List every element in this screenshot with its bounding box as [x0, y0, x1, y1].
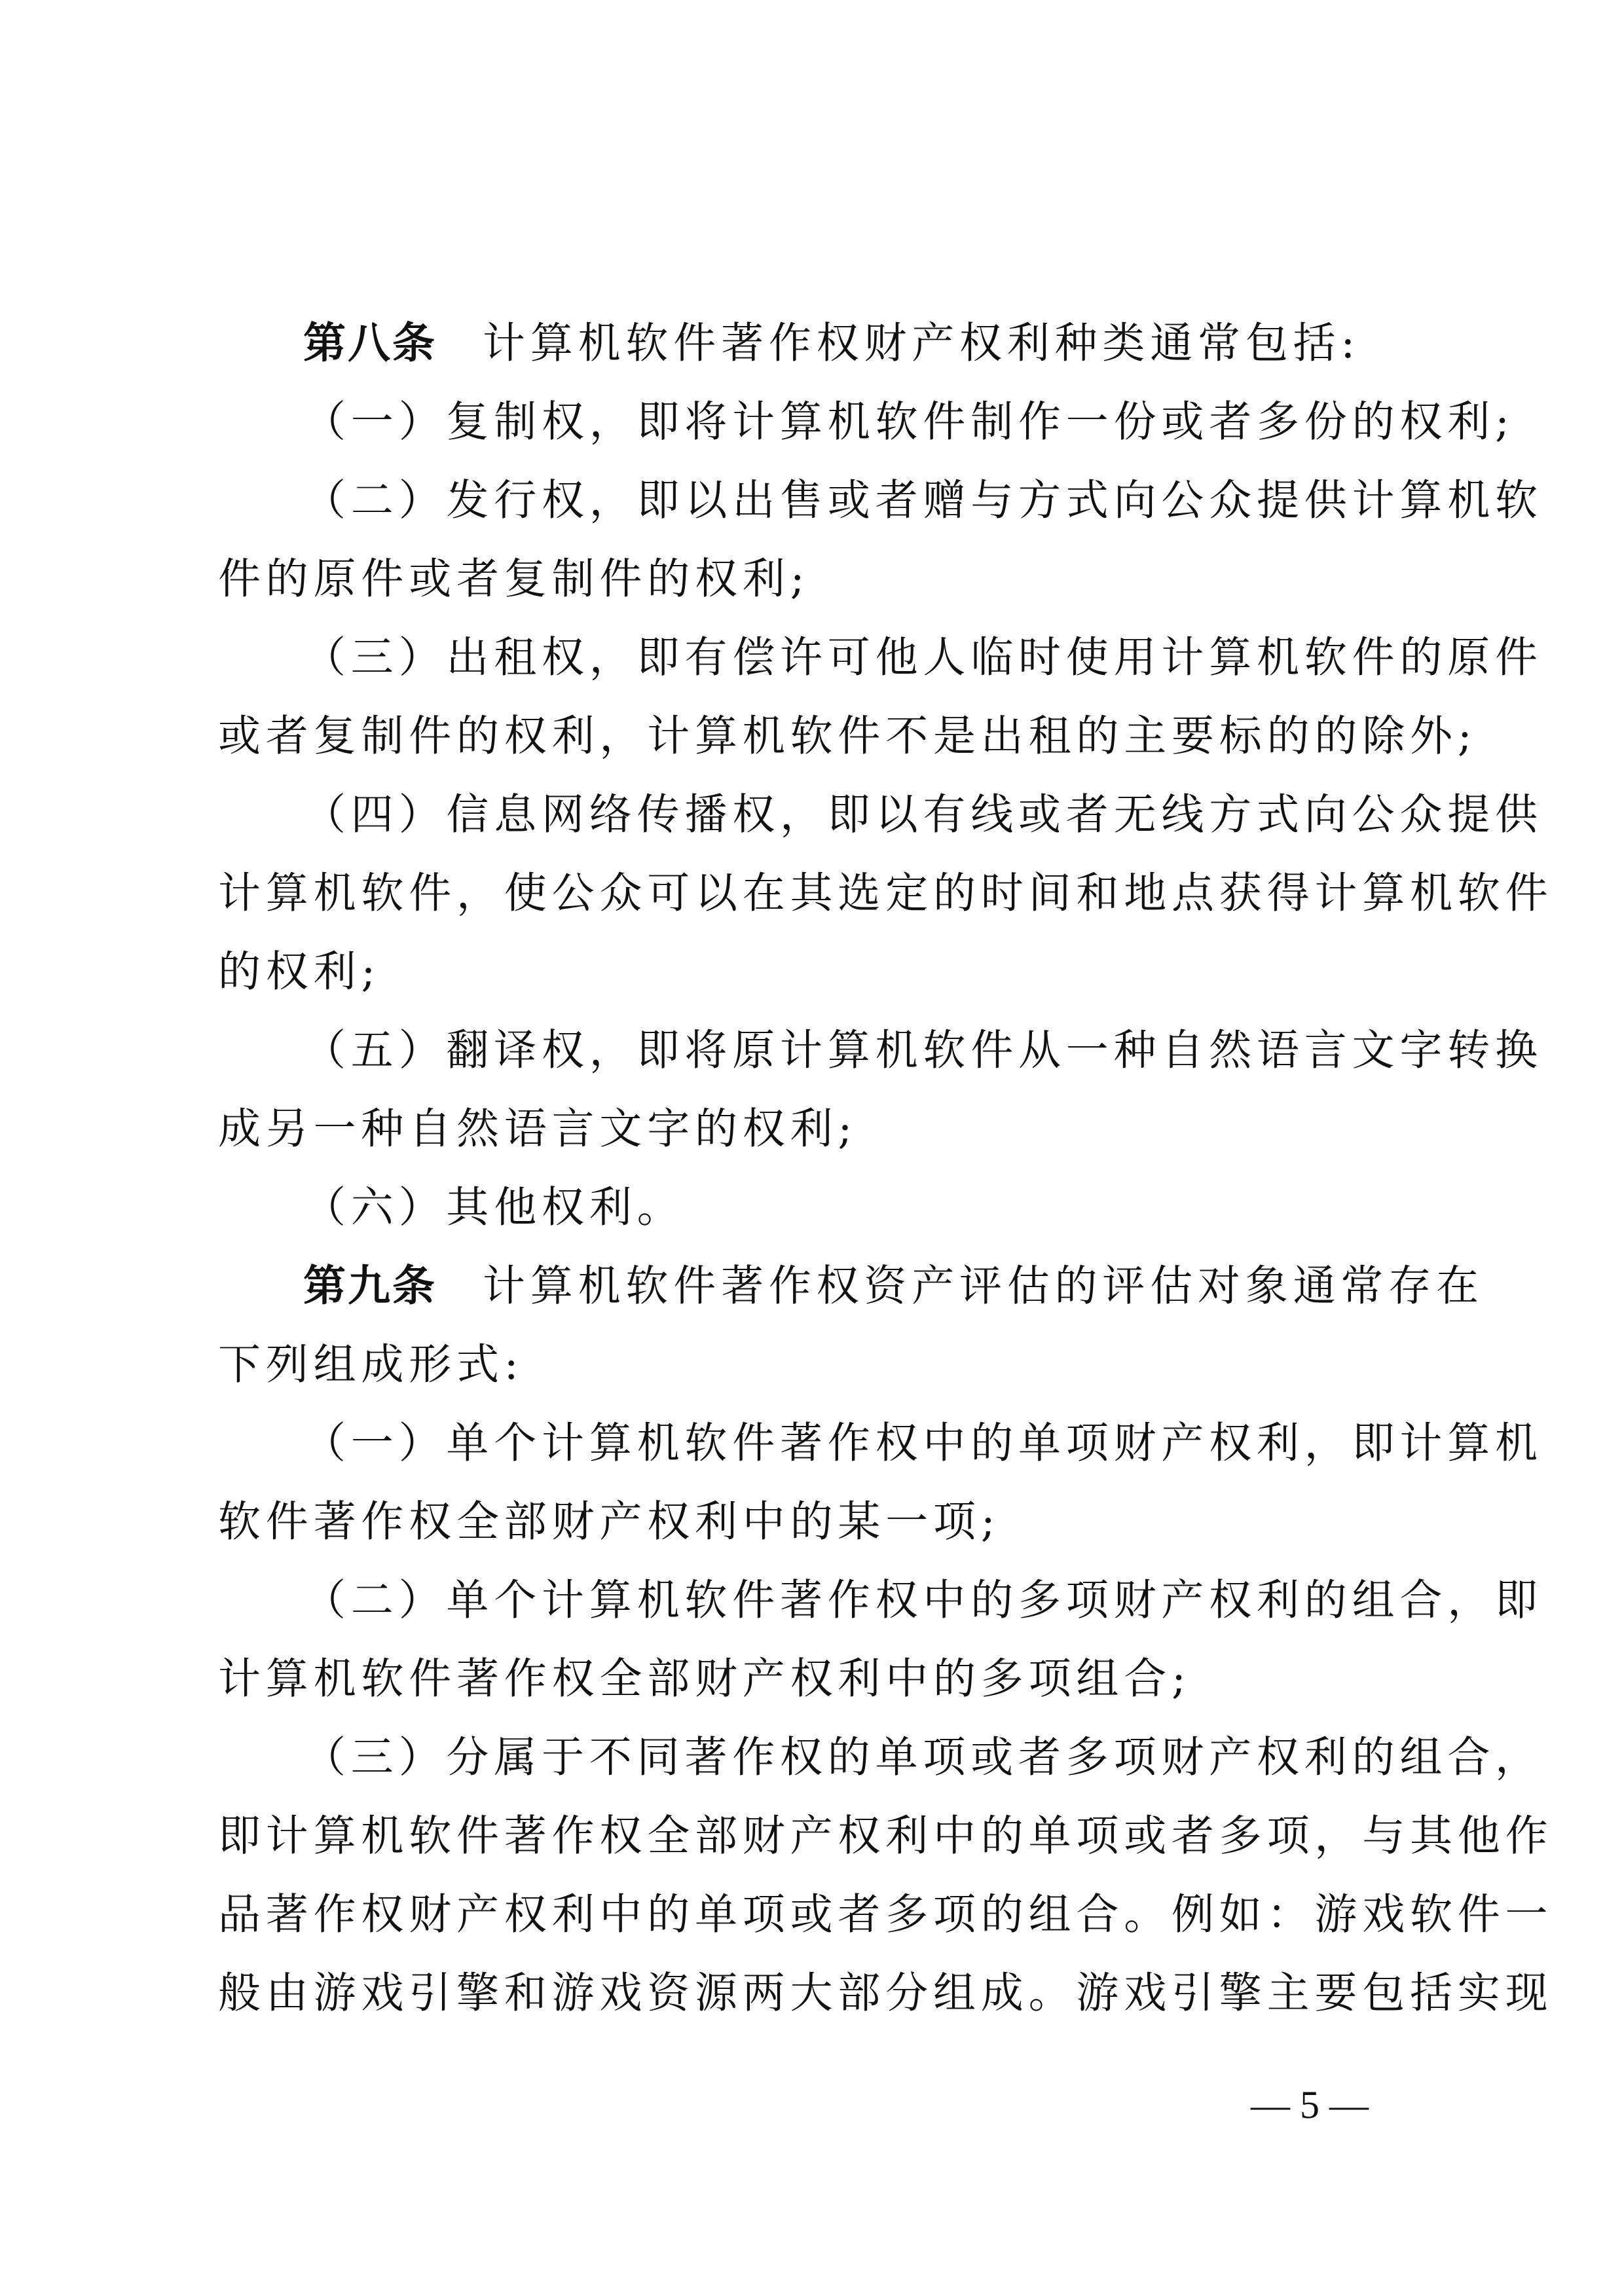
article-8-heading-line — [303, 318, 1416, 370]
article-9-heading-line — [303, 1260, 1484, 1313]
article-9-label: 第九条 — [303, 1262, 437, 1311]
article-8-item-3-line-2: 或者复制件的权利，计算机软件不是出租的主要标的的除外; — [218, 712, 1477, 761]
article-9-item-3-line-4: 般由游戏引擎和游戏资源两大部分组成。游戏引擎主要包括实现 — [218, 1969, 1553, 2018]
article-8-item-2-line-1: （二）发行权，即以出售或者赠与方式向公众提供计算机软 — [303, 476, 1543, 525]
article-8-item-1: （一）复制权，即将计算机软件制作一份或者多份的权利; — [303, 397, 1515, 446]
page-number: — 5 — — [1251, 2083, 1369, 2126]
article-8-item-3-line-1: （三）出租权，即有偿许可他人临时使用计算机软件的原件 — [303, 633, 1543, 682]
article-9-item-1-line-1: （一）单个计算机软件著作权中的单项财产权利，即计算机 — [303, 1419, 1543, 1468]
article-9-intro-line-2: 下列组成形式: — [218, 1340, 524, 1389]
article-9-item-2-line-1: （二）单个计算机软件著作权中的多项财产权利的组合，即 — [303, 1576, 1543, 1625]
article-8-label: 第八条 — [303, 319, 437, 368]
article-8-item-4-line-1: （四）信息网络传播权，即以有线或者无线方式向公众提供 — [303, 790, 1543, 839]
article-8-item-4-line-3: 的权利; — [218, 947, 381, 996]
article-9-item-1-line-2: 软件著作权全部财产权利中的某一项; — [218, 1497, 1001, 1546]
article-9-item-3-line-1: （三）分属于不同著作权的单项或者多项财产权利的组合， — [303, 1733, 1543, 1782]
article-9-item-3-line-2: 即计算机软件著作权全部财产权利中的单项或者多项，与其他作 — [218, 1812, 1553, 1861]
article-8-item-6: （六）其他权利。 — [303, 1183, 685, 1232]
article-8-item-2-line-2: 件的原件或者复制件的权利; — [218, 555, 810, 604]
article-8-item-5-line-1: （五）翻译权，即将原计算机软件从一种自然语言文字转换 — [303, 1026, 1543, 1075]
article-9-item-2-line-2: 计算机软件著作权全部财产权利中的多项组合; — [218, 1654, 1191, 1704]
article-9-intro-line-1: 计算机软件著作权资产评估的评估对象通常存在 — [483, 1262, 1484, 1311]
article-8-intro: 计算机软件著作权财产权利种类通常包括: — [483, 319, 1361, 368]
article-8-item-5-line-2: 成另一种自然语言文字的权利; — [218, 1104, 858, 1154]
article-8-item-4-line-2: 计算机软件，使公众可以在其选定的时间和地点获得计算机软件 — [218, 869, 1553, 918]
article-9-item-3-line-3: 品著作权财产权利中的单项或者多项的组合。例如：游戏软件一 — [218, 1890, 1553, 1939]
